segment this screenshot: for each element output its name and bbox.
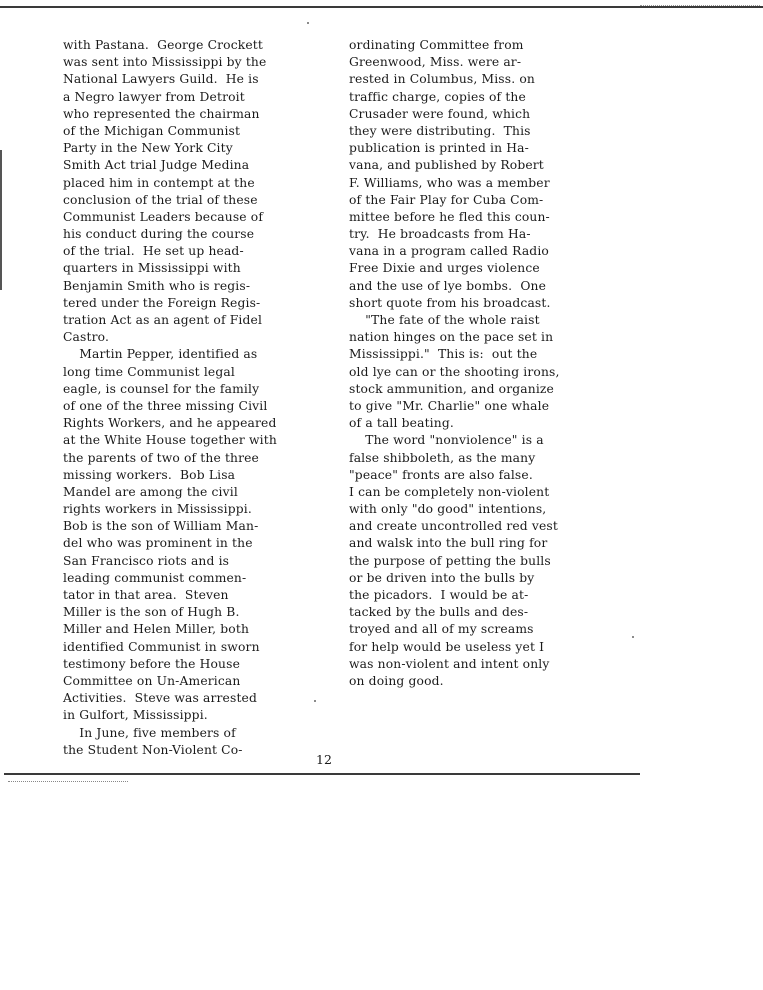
text-line: his conduct during the course <box>63 227 255 242</box>
text-line: Free Dixie and urges violence <box>349 261 540 276</box>
text-line: "peace" fronts are also false. <box>349 467 533 482</box>
text-line: ordinating Committee from <box>349 38 524 52</box>
text-line: missing workers. Bob Lisa <box>63 467 236 482</box>
text-line: I can be completely non-violent <box>349 484 550 499</box>
text-line: vana, and published by Robert <box>349 158 544 173</box>
text-line: the parents of two of the three <box>63 450 259 465</box>
text-line: of a tall beating. <box>349 416 454 431</box>
text-line: old lye can or the shooting irons, <box>349 364 560 379</box>
text-line: of one of the three missing Civil <box>63 398 268 413</box>
bottom-faint-rule <box>8 781 128 783</box>
text-line: Greenwood, Miss. were ar- <box>349 55 522 70</box>
text-line: Smith Act trial Judge Medina <box>63 158 250 173</box>
text-line: "The fate of the whole raist <box>349 313 540 327</box>
text-line: the purpose of petting the bulls <box>349 553 551 568</box>
text-line: Activities. Steve was arrested <box>63 691 257 706</box>
text-line: In June, five members of <box>63 725 236 740</box>
text-line: Martin Pepper, identified as <box>63 347 258 362</box>
text-line: short quote from his broadcast. <box>349 295 551 310</box>
text-line: try. He broadcasts from Ha- <box>349 227 531 242</box>
text-line: Bob is the son of William Man- <box>63 519 259 534</box>
text-line: at the White House together with <box>63 433 277 448</box>
text-line: National Lawyers Guild. He is <box>63 72 259 87</box>
text-line: mittee before he fled this coun- <box>349 209 550 224</box>
text-line: tator in that area. Steven <box>63 588 229 602</box>
text-line: traffic charge, copies of the <box>349 89 526 104</box>
scan-speck <box>314 700 316 702</box>
top-faint-rule <box>640 5 760 7</box>
text-line: and the use of lye bombs. One <box>349 278 547 293</box>
text-line: Miller is the son of Hugh B. <box>63 605 240 620</box>
text-line: to give "Mr. Charlie" one whale <box>349 398 550 413</box>
text-line: del who was prominent in the <box>63 536 253 551</box>
text-line: the picadors. I would be at- <box>349 588 529 602</box>
text-line: Communist Leaders because of <box>63 209 264 224</box>
text-line: Mandel are among the civil <box>63 484 238 499</box>
text-line: troyed and all of my screams <box>349 622 534 637</box>
text-line: leading communist commen- <box>63 570 247 585</box>
text-line: false shibboleth, as the many <box>349 450 536 465</box>
text-line: identified Communist in sworn <box>63 639 260 654</box>
text-line: the Student Non-Violent Co- <box>63 742 243 757</box>
text-line: Castro. <box>63 330 110 345</box>
text-line: F. Williams, who was a member <box>349 175 550 190</box>
text-line: and create uncontrolled red vest <box>349 519 558 534</box>
text-line: San Francisco riots and is <box>63 553 230 568</box>
text-line: with only "do good" intentions, <box>349 502 547 517</box>
text-line: Crusader were found, which <box>349 106 531 121</box>
text-line: Party in the New York City <box>63 141 233 156</box>
text-line: who represented the chairman <box>63 106 260 121</box>
text-line: vana in a program called Radio <box>349 244 549 259</box>
text-line: on doing good. <box>349 673 444 688</box>
text-line: publication is printed in Ha- <box>349 141 529 156</box>
page-number: 12 <box>316 752 332 767</box>
text-line: eagle, is counsel for the family <box>63 381 260 396</box>
text-line: was sent into Mississippi by the <box>63 55 267 70</box>
text-line: of the Michigan Communist <box>63 123 241 138</box>
scan-speck <box>632 636 634 638</box>
text-line: Miller and Helen Miller, both <box>63 622 250 637</box>
text-line: or be driven into the bulls by <box>349 570 535 585</box>
text-line: with Pastana. George Crockett <box>63 38 263 52</box>
text-line: testimony before the House <box>63 656 240 671</box>
text-line: rested in Columbus, Miss. on <box>349 72 535 87</box>
text-line: long time Communist legal <box>63 364 235 379</box>
right-text-column <box>349 37 611 690</box>
scan-speck <box>307 22 309 24</box>
text-line: tacked by the bulls and des- <box>349 605 529 620</box>
text-line: tration Act as an agent of Fidel <box>63 313 263 327</box>
text-line: Mississippi." This is: out the <box>349 347 538 362</box>
left-scan-edge <box>0 150 2 290</box>
left-text-column <box>63 37 325 759</box>
text-line: they were distributing. This <box>349 123 531 138</box>
text-line: tered under the Foreign Regis- <box>63 295 261 310</box>
text-line: of the trial. He set up head- <box>63 244 244 259</box>
text-line: a Negro lawyer from Detroit <box>63 89 245 104</box>
text-line: was non-violent and intent only <box>349 656 550 671</box>
text-line: for help would be useless yet I <box>349 639 545 654</box>
text-line: in Gulfort, Mississippi. <box>63 708 208 723</box>
text-line: stock ammunition, and organize <box>349 381 554 396</box>
text-line: Rights Workers, and he appeared <box>63 416 277 431</box>
text-line: quarters in Mississippi with <box>63 261 241 276</box>
text-line: The word "nonviolence" is a <box>349 433 544 448</box>
text-line: Committee on Un-American <box>63 673 241 688</box>
text-line: rights workers in Mississippi. <box>63 502 252 517</box>
text-line: Benjamin Smith who is regis- <box>63 278 251 293</box>
text-line: nation hinges on the pace set in <box>349 330 554 345</box>
text-line: and walsk into the bull ring for <box>349 536 548 551</box>
text-line: placed him in contempt at the <box>63 175 255 190</box>
text-line: conclusion of the trial of these <box>63 192 258 207</box>
bottom-scan-rule <box>4 773 640 775</box>
text-line: of the Fair Play for Cuba Com- <box>349 192 544 207</box>
